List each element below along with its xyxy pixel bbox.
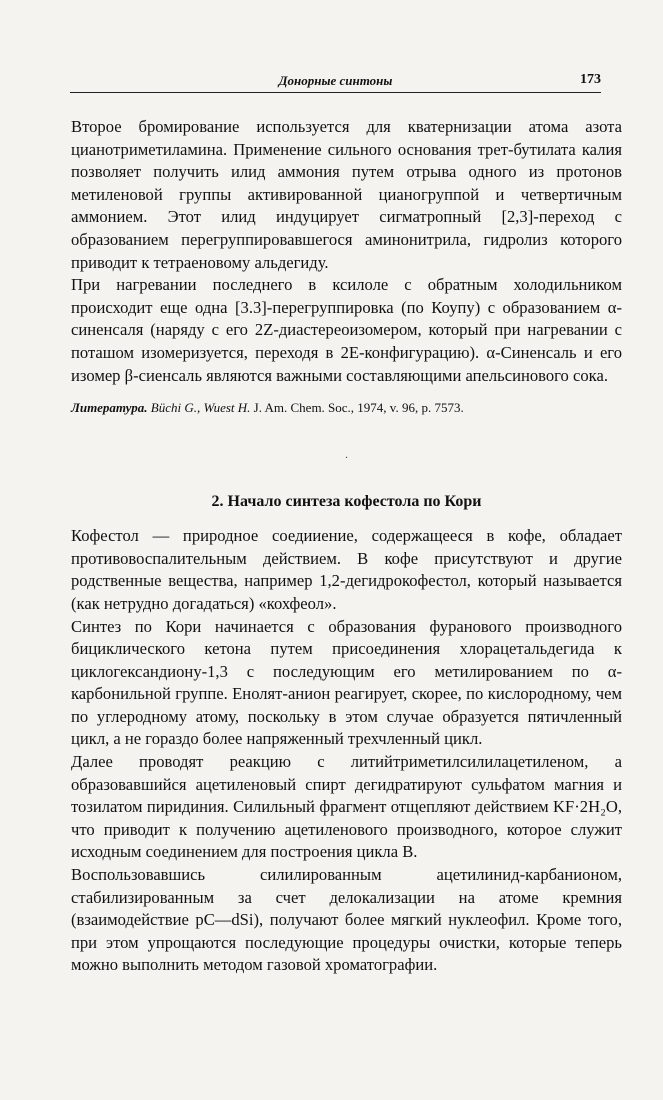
- page-body: [71, 116, 622, 977]
- literature-label: Литература.: [71, 400, 148, 416]
- section-heading: 2. Начало синтеза кофестола по Кори: [211, 493, 482, 511]
- page-number: 173: [580, 72, 601, 87]
- running-header: [70, 70, 601, 93]
- separator-dot: ·: [344, 450, 349, 465]
- paragraph: При нагревании последнего в ксилоле с обратным холодильником происходит еще одна [3.3]-перегруппировка (по Коупу) с образованием α-синенсаля (наряду с его 2Z-диастереоизомером, который при нагревании с поташом изомеризуется, переходя в 2E-конфигурацию). α-Синенсаль и его изомер β-сиенсаль являются важными составляющими апельсинового сока.: [71, 275, 622, 385]
- paragraph: Кофестол — природное соедииение, содержащееся в кофе, обладает противовоспалительным действием. В кофе присутствуют и другие родственные вещества, например 1,2-дегидрокофестол, который называется (как нетрудно догадаться) «кохфеол».: [71, 526, 622, 613]
- literature-authors: Büchi G., Wuest H.: [150, 400, 251, 416]
- running-title: Донорные синтоны: [278, 73, 393, 88]
- paragraph: Воспользовавшись силилированным ацетилинид-карбанионом, стабилизированным за счет делокализации на атоме кремния (взаимодействие pC—dSi), получают более мягкий нуклеофил. Кроме того, при этом упрощаются последующие процедуры очистки, которые теперь можно выполнить методом газовой хроматографии.: [71, 865, 622, 975]
- paragraph: Синтез по Кори начинается с образования фуранового производного бициклического кетона путем присоединения хлорацетальдегида к циклогександиону-1,3 с последующим его метилированием по α-карбонильной группе. Енолят-анион реагирует, скорее, по кислородному, чем по углеродному атому, поскольку в этом случае образуется пятичленный цикл, а не гораздо более напряженный трехчленный цикл.: [71, 616, 622, 749]
- paragraph: Далее проводят реакцию с литийтриметилсилилацетиленом, а образовавшийся ацетиленовый спирт дегидратируют сульфатом магния и тозилатом пиридиния. Силильный фрагмент отщепляют действием KF·2H₂O, что приводит к получению ацетиленового производного, которое служит исходным соединением для построения цикла В.: [71, 752, 622, 862]
- literature-reference: [71, 399, 622, 417]
- paragraph: Второе бромирование используется для кватернизации атома азота цианотриметиламина. Применение сильного основания трет-бутилата калия позволяет получить илид аммония путем отрыва одного из протонов метиленовой группы активированной цианогруппой и четвертичным аммонием. Этот илид индуцирует сигматропный [2,3]-переход с образованием перегруппировавшегося аминонитрила, гидролиз которого приводит к тетраеновому альдегиду.: [71, 117, 622, 272]
- literature-citation: J. Am. Chem. Soc., 1974, v. 96, p. 7573.: [253, 400, 464, 416]
